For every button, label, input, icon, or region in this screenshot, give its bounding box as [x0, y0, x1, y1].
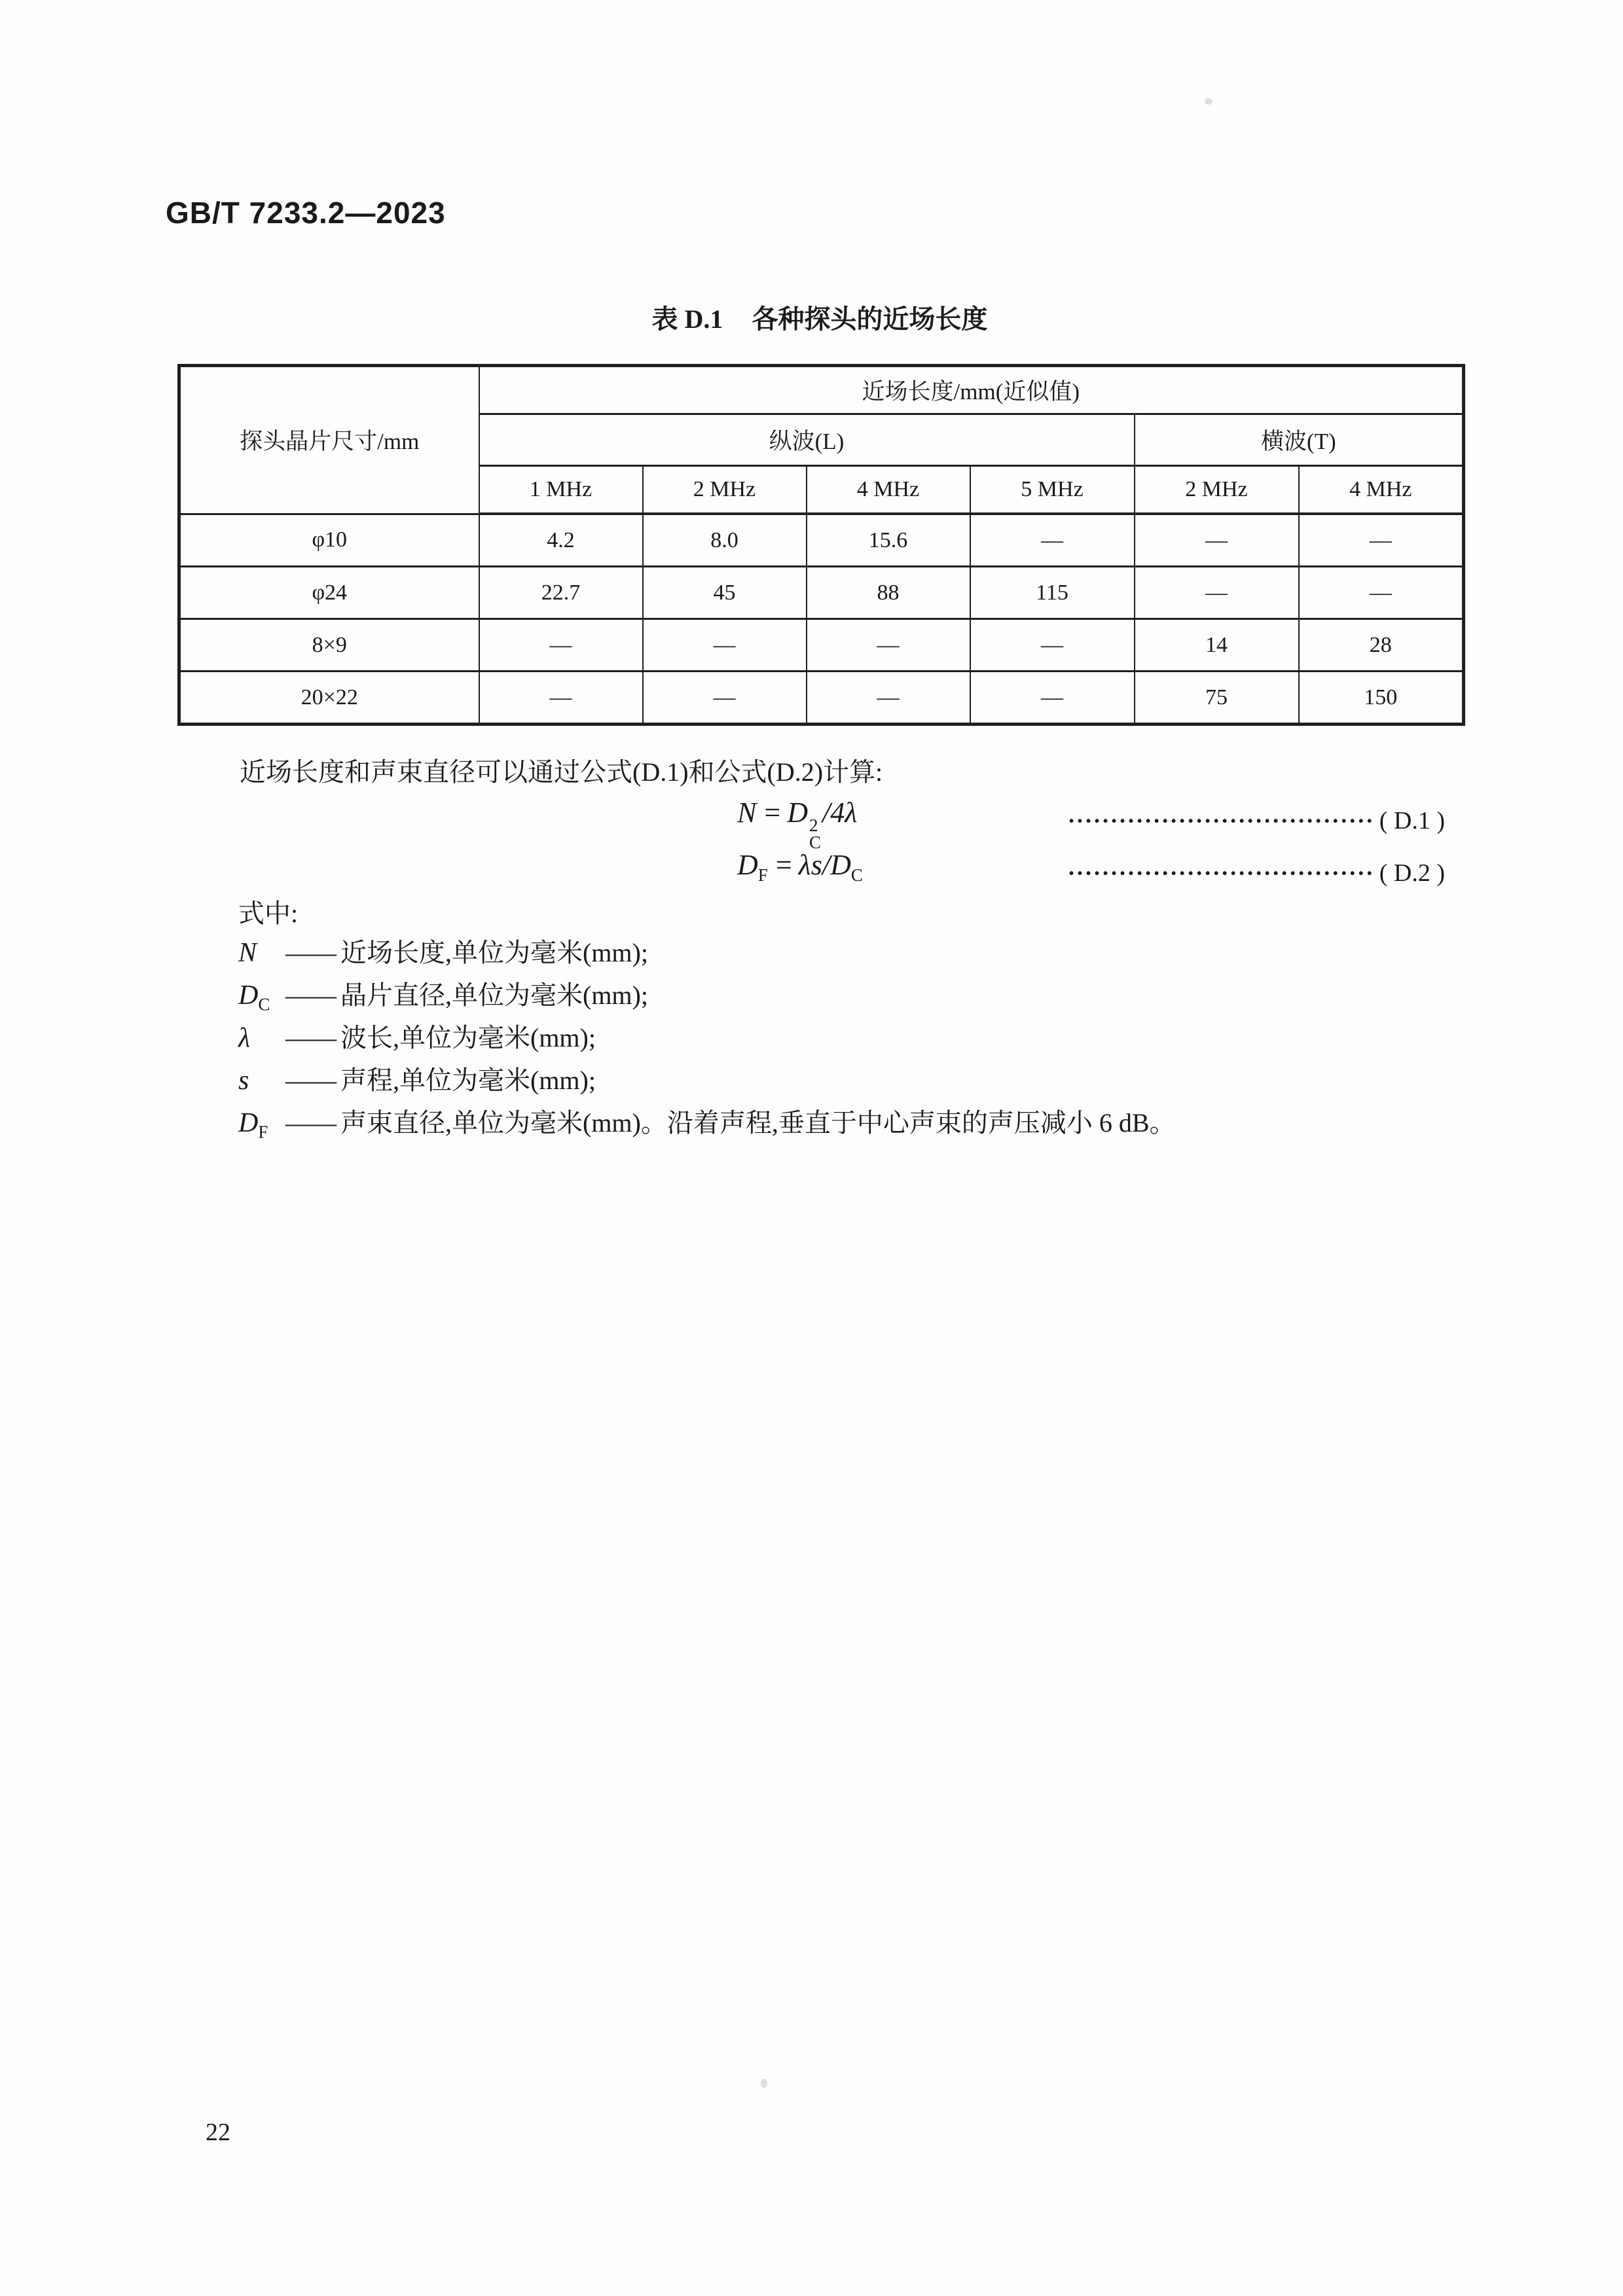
table-caption-text: 各种探头的近场长度: [752, 304, 988, 334]
cell-value: 15.6: [807, 514, 970, 567]
cell-value: —: [970, 514, 1135, 567]
header-freq: 1 MHz: [479, 466, 643, 514]
cell-value: —: [807, 672, 970, 725]
cell-value: —: [643, 619, 807, 672]
header-transverse-wave: 横波(T): [1135, 414, 1464, 466]
equation-d1-leader-row: [1068, 806, 1445, 835]
eq2-equals: =: [775, 849, 792, 881]
header-probe-size: 探头晶片尺寸/mm: [179, 366, 479, 514]
table-row: [179, 672, 1464, 725]
definition-text: 声束直径,单位为毫米(mm)。沿着声程,垂直于中心声束的声压减小 6 dB。: [340, 1108, 1176, 1138]
definitions-label: 式中:: [238, 899, 299, 928]
cell-value: —: [970, 672, 1135, 725]
table-row: [179, 619, 1464, 672]
near-field-length-table: [177, 364, 1465, 726]
equation-d2-leader-row: [1068, 859, 1445, 888]
symbol-letter: D: [238, 1108, 259, 1138]
eq1-base: D: [787, 797, 808, 829]
dot-leader: ····································: [1067, 860, 1374, 886]
standard-number: GB/T 7233.2—2023: [166, 196, 446, 230]
eq2-slash: /: [822, 849, 831, 881]
symbol: [238, 1022, 285, 1057]
definition-text: 波长,单位为毫米(mm);: [340, 1023, 596, 1052]
cell-value: 45: [643, 567, 807, 619]
eq2-lhs-base: D: [737, 849, 758, 881]
cell-value: 14: [1135, 619, 1299, 672]
equation-d1: [737, 796, 857, 851]
definition-item: [238, 975, 1176, 1017]
header-freq: 2 MHz: [1135, 466, 1299, 514]
eq1-tail: /4λ: [822, 797, 858, 829]
definition-item: [238, 1060, 1176, 1102]
definition-dash: ——: [285, 1066, 335, 1095]
cell-probe-size: 20×22: [179, 672, 479, 725]
cell-value: 115: [970, 567, 1135, 619]
header-freq: 2 MHz: [643, 466, 807, 514]
eq1-lhs: N: [737, 797, 757, 829]
eq2-den-base: D: [830, 849, 851, 881]
table-header-row-1: [179, 366, 1464, 414]
eq2-numerator: λs: [798, 849, 822, 881]
cell-value: —: [1299, 514, 1464, 567]
cell-value: 4.2: [479, 514, 643, 567]
definition-text: 晶片直径,单位为毫米(mm);: [340, 980, 648, 1010]
definition-item: [238, 1017, 1176, 1060]
cell-value: —: [1135, 514, 1299, 567]
symbol-letter: N: [238, 938, 257, 968]
definition-dash: ——: [285, 1108, 335, 1138]
symbol-subscript: C: [258, 994, 270, 1014]
dot-leader: ····································: [1067, 808, 1374, 834]
symbol-letter: s: [238, 1066, 249, 1096]
cell-probe-size: φ24: [179, 567, 479, 619]
cell-value: 88: [807, 567, 970, 619]
cell-value: 8.0: [643, 514, 807, 567]
eq1-subscript: C: [809, 833, 821, 852]
page-number: 22: [206, 2119, 230, 2146]
eq2-lhs-subscript: F: [757, 865, 768, 885]
definition-dash: ——: [285, 980, 335, 1010]
symbol-letter: λ: [238, 1023, 251, 1053]
header-freq: 5 MHz: [970, 466, 1135, 514]
equation-d2: [737, 848, 863, 886]
definition-dash: ——: [285, 938, 335, 967]
eq1-supsub: [809, 817, 821, 851]
cell-value: 150: [1299, 672, 1464, 725]
symbol: [238, 1065, 285, 1100]
table-caption-label: 表 D.1: [651, 304, 723, 334]
cell-value: —: [970, 619, 1135, 672]
cell-probe-size: φ10: [179, 514, 479, 567]
cell-value: 75: [1135, 672, 1299, 725]
header-longitudinal-wave: 纵波(L): [479, 414, 1135, 466]
cell-value: 28: [1299, 619, 1464, 672]
definition-dash: ——: [285, 1023, 335, 1052]
cell-value: —: [1299, 567, 1464, 619]
cell-probe-size: 8×9: [179, 619, 479, 672]
definition-text: 近场长度,单位为毫米(mm);: [340, 938, 648, 967]
scan-speck: [761, 2079, 767, 2088]
cell-value: —: [479, 619, 643, 672]
eq1-equals: =: [764, 797, 781, 829]
header-near-field-group: 近场长度/mm(近似值): [479, 366, 1464, 414]
header-freq: 4 MHz: [807, 466, 970, 514]
symbol: [238, 1107, 285, 1142]
eq2-den-subscript: C: [850, 865, 863, 885]
eq1-superscript: 2: [809, 816, 818, 835]
symbol-subscript: F: [258, 1122, 268, 1142]
table-row: [179, 567, 1464, 619]
equation-number-d2: ( D.2 ): [1379, 859, 1445, 887]
symbol: [238, 937, 285, 972]
cell-value: 22.7: [479, 567, 643, 619]
definition-item: [238, 932, 1176, 975]
definition-item: [238, 1102, 1176, 1145]
symbol-definitions-list: [238, 932, 1176, 1145]
header-freq: 4 MHz: [1299, 466, 1464, 514]
table-caption: [177, 298, 1462, 336]
definition-text: 声程,单位为毫米(mm);: [340, 1066, 596, 1095]
cell-value: —: [1135, 567, 1299, 619]
symbol: [238, 980, 285, 1014]
scan-speck: [1205, 98, 1213, 105]
cell-value: —: [643, 672, 807, 725]
table-row: [179, 514, 1464, 567]
cell-value: —: [479, 672, 643, 725]
formula-intro-text: 近场长度和声束直径可以通过公式(D.1)和公式(D.2)计算:: [240, 757, 883, 787]
cell-value: —: [807, 619, 970, 672]
equation-number-d1: ( D.1 ): [1379, 807, 1445, 834]
symbol-letter: D: [238, 980, 259, 1011]
